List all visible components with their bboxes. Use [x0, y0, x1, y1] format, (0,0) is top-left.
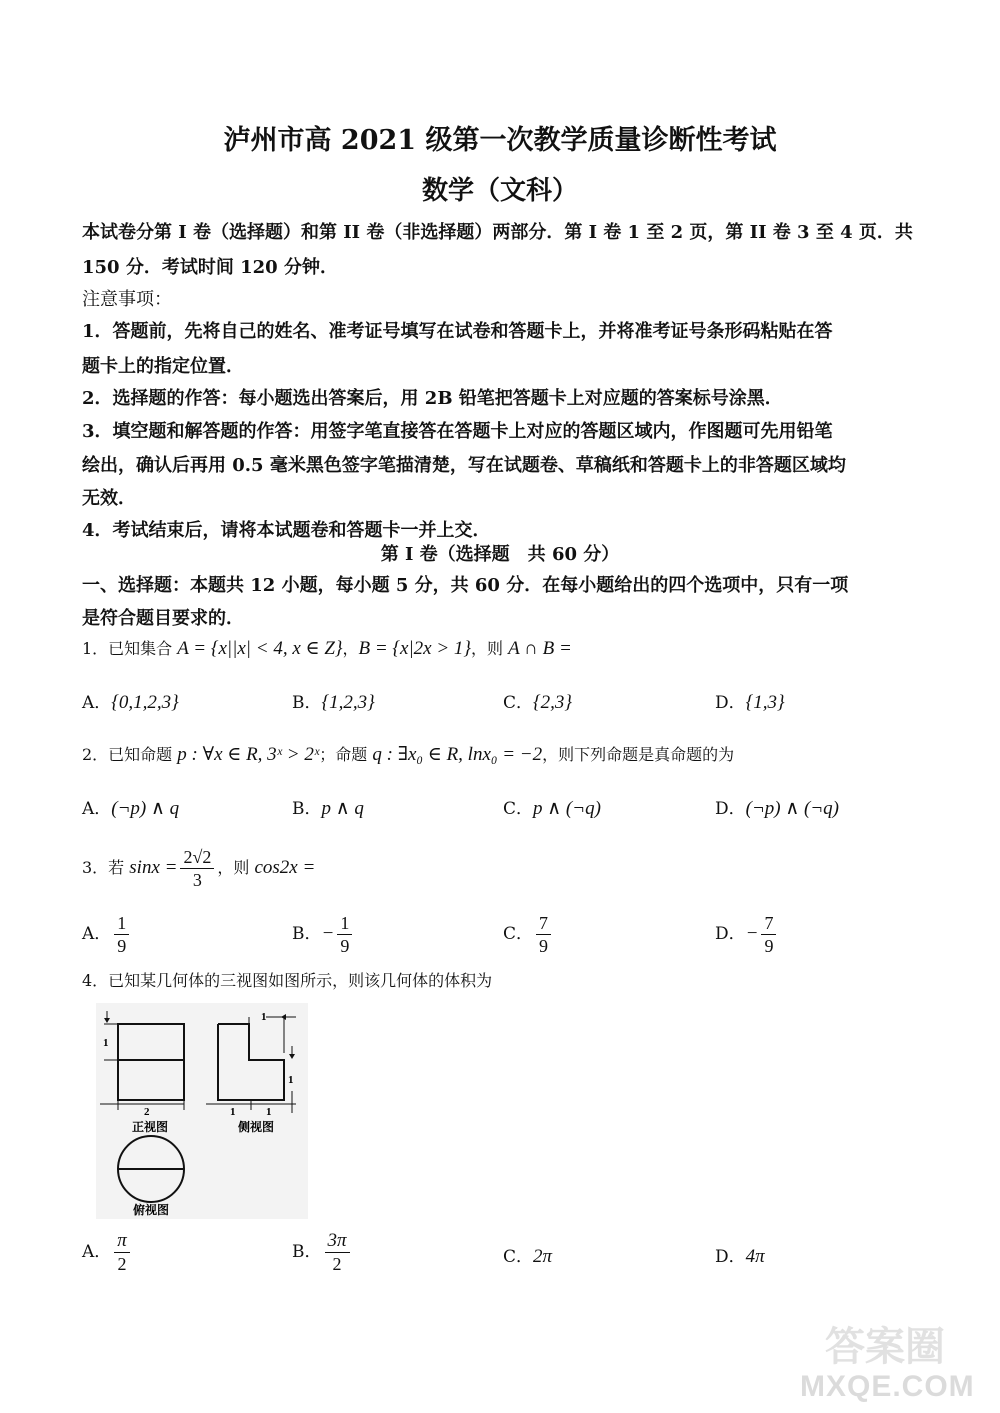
dim-front-width: 2 — [144, 1106, 150, 1118]
notice-heading: 注意事项： — [82, 289, 172, 310]
side-view-label: 侧视图 — [238, 1120, 275, 1134]
q3-option-a: A． $\frac{1}{9}$ — [82, 912, 132, 957]
front-view — [100, 1011, 184, 1134]
top-view — [118, 1136, 184, 1217]
watermark-logo — [800, 1315, 975, 1405]
q3-option-b: B．− $\frac{1}{9}$ — [292, 912, 355, 957]
section-title: 第 I 卷（选择题 共 60 分） — [380, 544, 620, 565]
notice-1b: 题卡上的指定位置． — [82, 356, 244, 377]
q1-option-a: A．{0,1,2,3} — [82, 692, 179, 713]
notice-3b: 绘出，确认后再用 0.5 毫米黑色签字笔描清楚，写在试题卷、草稿纸和答题卡上的非答题区域均 — [82, 455, 846, 476]
q4-option-d: D．4π — [715, 1246, 765, 1267]
exam-title: 泸州市高 2021 级第一次教学质量诊断性考试 — [223, 125, 777, 156]
q1-option-d: D．{1,3} — [715, 692, 785, 713]
notice-4: 4．考试结束后，请将本试题卷和答题卡一并上交． — [82, 520, 491, 541]
watermark-site: MXQE.COM — [800, 1370, 975, 1403]
notice-3a: 3．填空题和解答题的作答：用签字笔直接答在答题卡上对应的答题区域内，作图题可先用铅笔 — [82, 421, 833, 442]
q2-option-a: A．(¬p) ∧ q — [82, 798, 180, 819]
section-desc-2: 是符合题目要求的． — [82, 608, 244, 629]
q3-option-c: C． $\frac{7}{9}$ — [503, 912, 554, 957]
q4-option-a: A． $\frac{\pi}{2}$ — [82, 1230, 133, 1275]
side-view — [206, 1011, 296, 1134]
notice-3c: 无效． — [82, 488, 136, 509]
q1-option-b: B．{1,2,3} — [292, 692, 375, 713]
question-4-stem: 4．已知某几何体的三视图如图所示，则该几何体的体积为 — [82, 971, 493, 990]
front-view-label: 正视图 — [132, 1120, 169, 1134]
question-2-stem: 2．已知命题 p : ∀x ∈ R, 3ˣ > 2ˣ；命题 q : ∃x₀ ∈ R, lnx₀ = −2，则下列命题是真命题的为 — [82, 744, 735, 765]
section-desc-1: 一、选择题：本题共 12 小题，每小题 5 分，共 60 分．在每小题给出的四个选项中，只有一项 — [82, 575, 849, 596]
q3-fraction: $\frac{2√2}{3}$ — [180, 846, 214, 891]
q2-option-d: D．(¬p) ∧ (¬q) — [715, 798, 839, 819]
intro-line-1: 本试卷分第 I 卷（选择题）和第 II 卷（非选择题）两部分．第 I 卷 1 至 2 页，第 II 卷 3 至 4 页．共 — [82, 222, 913, 243]
three-view-figure — [96, 1003, 308, 1219]
dim-side-right: 1 — [288, 1074, 294, 1086]
question-1-stem: 1．已知集合 A = {x||x| < 4, x ∈ Z}，B = {x|2x > 1}，则 A ∩ B = — [82, 638, 572, 659]
q2-option-c: C．p ∧ (¬q) — [503, 798, 601, 819]
q4-option-c: C．2π — [503, 1246, 553, 1267]
q4-option-b: B． $\frac{3\pi}{2}$ — [292, 1230, 353, 1275]
notice-1a: 1．答题前，先将自己的姓名、准考证号填写在试卷和答题卡上，并将准考证号条形码粘贴在答 — [82, 321, 833, 342]
dim-side-bottom-2: 1 — [266, 1106, 272, 1118]
dim-side-top: 1 — [261, 1011, 267, 1023]
intro-line-2: 150 分．考试时间 120 分钟． — [82, 257, 338, 278]
q1-option-c: C．{2,3} — [503, 692, 572, 713]
notice-2: 2．选择题的作答：每小题选出答案后，用 2B 铅笔把答题卡上对应题的答案标号涂黑． — [82, 388, 783, 409]
question-3-stem: 3．若 sinx = $\frac{2√2}{3}$ ，则 cos2x = — [82, 847, 316, 890]
q3-option-d: D．− $\frac{7}{9}$ — [715, 912, 779, 957]
watermark-chars: 答案圈 — [825, 1324, 945, 1370]
q2-option-b: B．p ∧ q — [292, 798, 364, 819]
dim-side-bottom-1: 1 — [230, 1106, 236, 1118]
exam-subtitle: 数学（文科） — [421, 176, 578, 206]
top-view-label: 俯视图 — [133, 1203, 170, 1217]
dim-front-height: 1 — [103, 1037, 109, 1049]
